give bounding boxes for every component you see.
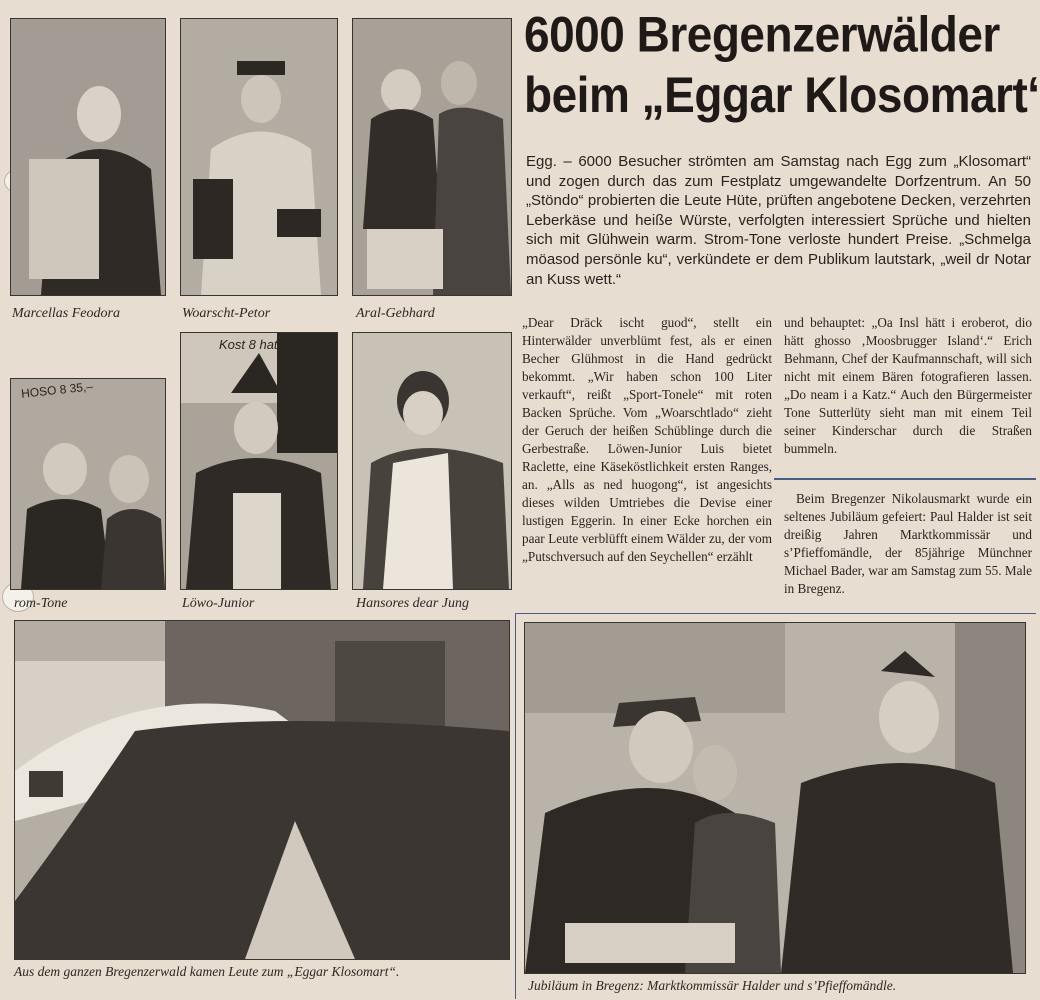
- photo-caption-3: Aral-Gebhard: [356, 306, 435, 321]
- crowd-photo-caption: Aus dem ganzen Bregenzerwald kamen Leute zum „Eggar Klosomart“.: [14, 964, 400, 979]
- photo-caption-5: Löwo-Junior: [182, 596, 255, 611]
- section-rule-vertical: [515, 613, 516, 999]
- portrait-photo-1: [10, 18, 166, 296]
- stall-sign-text: Kost 8 hat: [219, 337, 278, 352]
- portrait-photo-4: [10, 378, 166, 590]
- portrait-photo-6: [352, 332, 512, 590]
- column-divider-rule: [774, 478, 1036, 480]
- section-rule-horizontal: [516, 613, 1036, 614]
- article-column-3: Beim Bregenzer Nikolausmarkt wurde ein seltenes Jubiläum gefeiert: Paul Halder ist seit dreißig Jahren Marktkommissär und s’Pfieffomändle, der 85jährige Münchner Michael Bader, war am Samstag zum 55. Male in Bregenz.: [784, 491, 1032, 596]
- portrait-photo-2: [180, 18, 338, 296]
- portrait-photo-5: [180, 332, 338, 590]
- article-column-2: und behauptet: „Oa Insl hätt i eroberot, dio hätt ghosso ‚Moosbrugger Island‘.“ Erich Behmann, Chef der Kaufmannschaft, will sich nicht mit einem Bären fotografieren lassen. „Do neam i a Katz.“ Auch den Bürgermeister Tone Sutterlüty sieht man mit einem Teil seiner Kinderschar durch die Straßen bummeln.: [784, 315, 1032, 456]
- article-column-1: „Dear Dräck ischt guod“, stellt ein Hinterwälder unverblümt fest, als er einen Becher Glühmost in die Hand gedrückt bekommt. „Wir haben schon 100 Liter verkauft“, reißt „Sport-Tonele“ mit roten Backen Sprüche. Vom „Woarschtlado“ zieht der Geruch der heißen Schüblinge durch die Gerbestraße. Löwen-Junior Luis bietet Raclette, eine Käseköstlichkeit ersten Ranges, an. „Alls as ned huogong“, ist angesichts dieses wilden Umtriebes die Devise einer lustigen Eggerin. In einer Ecke horchen ein paar Leute verblüfft einem Wälder zu, der vom „Putschversuch auf den Seychellen“ erzählt: [522, 315, 772, 564]
- photo-caption-6: Hansores dear Jung: [356, 596, 470, 611]
- photo-caption-1: Marcellas Feodora: [12, 306, 120, 321]
- portrait-photo-3: [352, 18, 512, 296]
- crowd-photo: [14, 620, 510, 960]
- photo-caption-4: rom-Tone: [14, 596, 68, 611]
- article-lead: Egg. – 6000 Besucher strömten am Samstag nach Egg zum „Klosomart“ und zogen durch das zum Festplatz umgewandelte Dorfzentrum. An 50 „Stöndo“ probierten die Leute Hüte, prüften angebotene Decken, verzehrten Leberkäse und heiße Würste, verfolgten interessiert Sprüche und hielten sich mit Glühwein warm. Strom-Tone verloste hundert Preise. „Schmelga möasod persönle ku“, verkündete er dem Publikum lautstark, „weil dr Notar an Kuss wett.“: [526, 153, 1031, 288]
- jubilee-photo: [524, 622, 1026, 974]
- article-headline: [524, 4, 1040, 125]
- price-sign-text: HOSO 8 35,–: [20, 379, 94, 401]
- headline-line-1: 6000 Bregenzerwälder: [524, 6, 1000, 63]
- headline-line-2: beim „Eggar Klosomart‘: [524, 66, 1040, 123]
- jubilee-photo-caption: Jubiläum in Bregenz: Marktkommissär Halder und s’Pfieffomändle.: [528, 978, 897, 993]
- photo-caption-2: Woarscht-Petor: [182, 306, 271, 321]
